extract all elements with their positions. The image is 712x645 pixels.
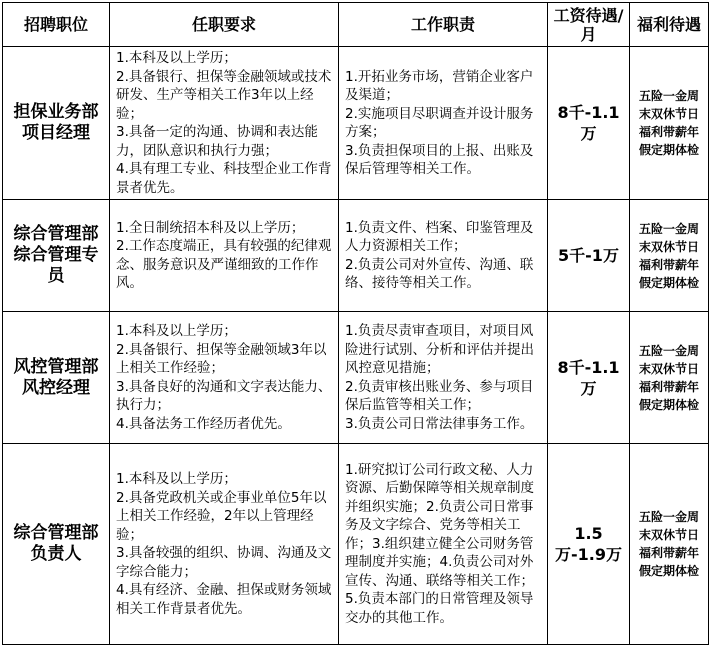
requirement-item: 1.全日制统招本科及以上学历；	[116, 219, 305, 236]
benefits-cell: 五险一金周末双休节日福利带薪年假定期体检	[630, 444, 709, 645]
requirements-cell	[110, 444, 339, 645]
requirement-item: 4.具有理工专业、科技型企业工作背景者优先。	[116, 161, 332, 196]
header-row	[3, 3, 709, 47]
duty-item: 1.负责文件、档案、印鉴管理及人力资源相关工作；	[345, 219, 534, 254]
duties-cell	[339, 47, 548, 200]
recruitment-table	[2, 2, 709, 645]
requirement-item: 2.具备党政机关或企事业单位5年以上相关工作经验，2年以上管理经验；	[116, 489, 327, 543]
position-cell: 综合管理部综合管理专员	[3, 200, 110, 312]
position-cell: 综合管理部负责人	[3, 444, 110, 645]
benefits-cell: 五险一金周末双休节日福利带薪年假定期体检	[630, 312, 709, 444]
requirement-item: 1.本科及以上学历；	[116, 323, 237, 339]
duty-item: 3.负责担保项目的上报、出账及保后管理等相关工作。	[345, 142, 534, 177]
duties-cell	[339, 312, 548, 444]
requirements-cell	[110, 47, 339, 200]
header-position: 招聘职位	[3, 3, 110, 47]
table-row	[3, 444, 709, 645]
salary-cell: 5千-1万	[548, 200, 630, 312]
benefits-cell: 五险一金周末双休节日福利带薪年假定期体检	[630, 200, 709, 312]
duty-item: 3.负责公司日常法律事务工作。	[345, 415, 534, 432]
header-duties: 工作职责	[339, 3, 548, 47]
duty-item: 2.负责审核出账业务、参与项目保后监管等相关工作；	[345, 378, 534, 413]
requirement-item: 3.具备一定的沟通、协调和表达能力，团队意识和执行力强；	[116, 124, 318, 159]
position-cell: 风控管理部风控经理	[3, 312, 110, 444]
salary-cell: 8千-1.1万	[548, 47, 630, 200]
duty-item: 2.负责公司对外宣传、沟通、联络、接待等相关工作。	[345, 256, 534, 291]
requirement-item: 2.具备银行、担保等金融领域3年以上相关工作经验；	[116, 341, 327, 376]
requirement-item: 2.具备银行、担保等金融领域或技术研发、生产等相关工作3年以上经验；	[116, 68, 332, 122]
requirement-item: 2.工作态度端正，具有较强的纪律观念、服务意识及严谨细致的工作作风。	[116, 238, 332, 291]
requirement-item: 3.具备良好的沟通和文字表达能力、执行力；	[116, 378, 332, 413]
duty-item: 1.负责尽责审查项目，对项目风险进行试别、分析和评估并提出风控意见措施；	[345, 323, 534, 376]
header-benefits: 福利待遇	[630, 3, 709, 47]
duties-cell	[339, 200, 548, 312]
duty-item: 2.实施项目尽职调查并设计服务方案；	[345, 105, 534, 140]
duties-cell	[339, 444, 548, 645]
table-row	[3, 312, 709, 444]
salary-cell: 8千-1.1万	[548, 312, 630, 444]
requirement-item: 1.本科及以上学历；	[116, 50, 237, 66]
header-requirements: 任职要求	[110, 3, 339, 47]
benefits-cell: 五险一金周末双休节日福利带薪年假定期体检	[630, 47, 709, 200]
salary-cell: 1.5万-1.9万	[548, 444, 630, 645]
requirements-cell	[110, 312, 339, 444]
duty-item: 1.开拓业务市场，营销企业客户及渠道；	[345, 68, 534, 103]
duty-item: 1.研究拟订公司行政文秘、人力资源、后勤保障等相关规章制度并组织实施；2.负责公司日常事务及文字综合、党务等相关工作；3.组织建立健全公司财务管理制度并实施；4.负责公司对外宣传、沟通、联络等相关工作；5.负责本部门的日常管理及领导交办的其他工作。	[345, 461, 534, 626]
requirements-cell	[110, 200, 339, 312]
position-cell: 担保业务部项目经理	[3, 47, 110, 200]
header-salary: 工资待遇/月	[548, 3, 630, 47]
table-row	[3, 200, 709, 312]
table-row	[3, 47, 709, 200]
requirement-item: 3.具备较强的组织、协调、沟通及文字综合能力；	[116, 545, 332, 580]
requirement-item: 4.具备法务工作经历者优先。	[116, 415, 291, 432]
requirement-item: 1.本科及以上学历；	[116, 471, 237, 487]
requirement-item: 4.具有经济、金融、担保或财务领域相关工作背景者优先。	[116, 582, 332, 617]
